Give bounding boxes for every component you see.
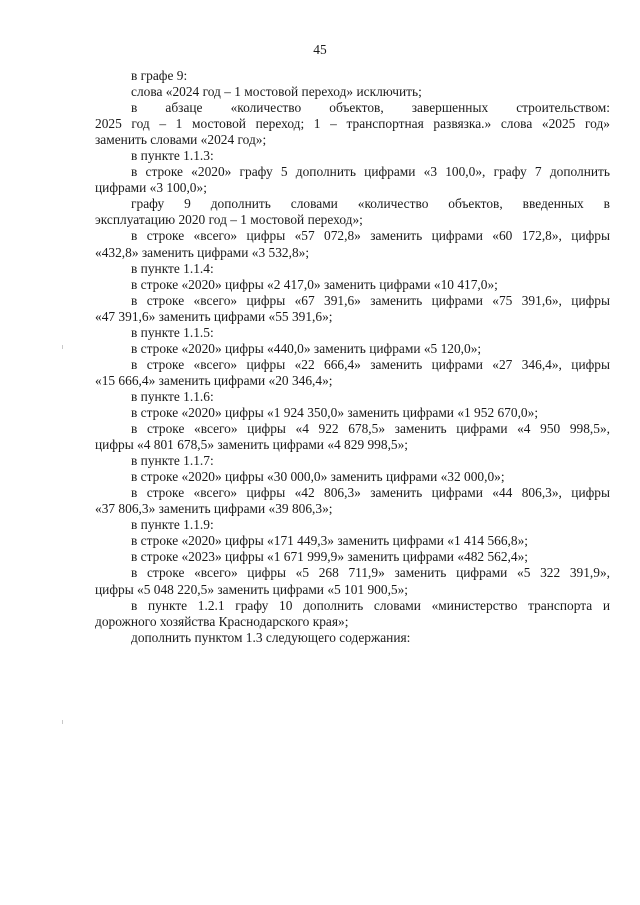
document-line: дорожного хозяйства Краснодарского края»;	[95, 613, 349, 629]
document-line: в строке «всего» цифры «5 268 711,9» заменить цифрами «5 322 391,9»,	[131, 565, 610, 581]
document-line: в строке «2020» цифры «171 449,3» заменить цифрами «1 414 566,8»;	[131, 533, 528, 549]
document-body	[95, 68, 610, 646]
document-line: «37 806,3» заменить цифрами «39 806,3»;	[95, 501, 333, 517]
document-line: в пункте 1.1.4:	[131, 260, 214, 276]
document-line: в строке «всего» цифры «42 806,3» заменить цифрами «44 806,3», цифры	[131, 485, 610, 501]
document-line: 2025 год – 1 мостовой переход; 1 – транспортная развязка.» слова «2025 год»	[95, 116, 610, 132]
document-line: цифрами «3 100,0»;	[95, 180, 207, 196]
document-line: заменить словами «2024 год»;	[95, 132, 267, 148]
document-line: эксплуатацию 2020 год – 1 мостовой переход»;	[95, 212, 363, 228]
document-line: в строке «всего» цифры «22 666,4» заменить цифрами «27 346,4», цифры	[131, 356, 610, 372]
document-line: в пункте 1.1.9:	[131, 517, 214, 533]
document-line: в строке «всего» цифры «67 391,6» заменить цифрами «75 391,6», цифры	[131, 292, 610, 308]
document-line: в пункте 1.2.1 графу 10 дополнить словами «министерство транспорта и	[131, 597, 610, 613]
document-line: в строке «2020» цифры «2 417,0» заменить цифрами «10 417,0»;	[131, 276, 498, 292]
document-line: «47 391,6» заменить цифрами «55 391,6»;	[95, 308, 333, 324]
scan-margin-mark	[62, 720, 63, 724]
document-line: в строке «2020» цифры «440,0» заменить цифрами «5 120,0»;	[131, 340, 482, 356]
document-line: в пункте 1.1.3:	[131, 148, 214, 164]
document-line: в графе 9:	[131, 68, 188, 83]
document-line: в абзаце «количество объектов, завершенных строительством:	[131, 100, 610, 116]
scan-margin-mark	[62, 345, 63, 349]
document-line: «15 666,4» заменить цифрами «20 346,4»;	[95, 372, 333, 388]
document-line: в строке «2020» цифры «30 000,0» заменить цифрами «32 000,0»;	[131, 469, 505, 485]
document-line: дополнить пунктом 1.3 следующего содержания:	[131, 629, 411, 645]
document-line: в строке «2020» графу 5 дополнить цифрами «3 100,0», графу 7 дополнить	[131, 164, 610, 180]
document-line: в строке «всего» цифры «57 072,8» заменить цифрами «60 172,8», цифры	[131, 228, 610, 244]
document-line: в пункте 1.1.7:	[131, 453, 214, 469]
document-line: графу 9 дополнить словами «количество объектов, введенных в	[131, 196, 610, 212]
document-line: цифры «5 048 220,5» заменить цифрами «5 101 900,5»;	[95, 581, 409, 597]
document-line: «432,8» заменить цифрами «3 532,8»;	[95, 244, 310, 260]
document-line: в строке «2023» цифры «1 671 999,9» заменить цифрами «482 562,4»;	[131, 549, 528, 565]
page-number: 45	[313, 42, 327, 57]
document-line: в строке «2020» цифры «1 924 350,0» заменить цифрами «1 952 670,0»;	[131, 404, 539, 420]
document-line: в пункте 1.1.6:	[131, 388, 214, 404]
document-line: цифры «4 801 678,5» заменить цифрами «4 829 998,5»;	[95, 437, 409, 453]
document-line: слова «2024 год – 1 мостовой переход» исключить;	[131, 84, 422, 100]
document-line: в пункте 1.1.5:	[131, 324, 214, 340]
document-line: в строке «всего» цифры «4 922 678,5» заменить цифрами «4 950 998,5»,	[131, 421, 610, 437]
